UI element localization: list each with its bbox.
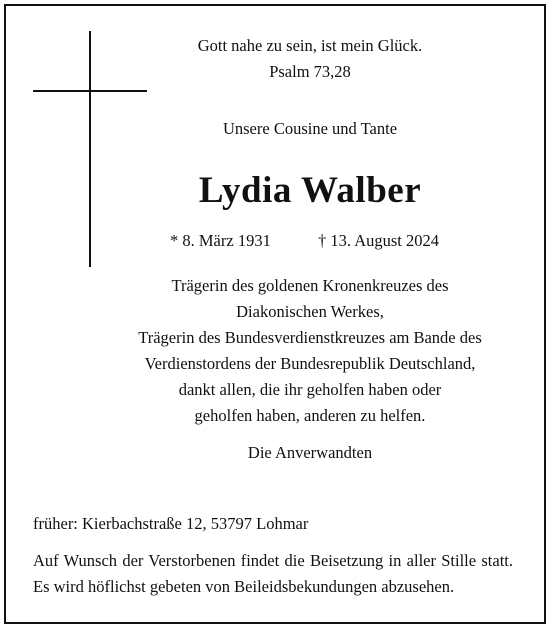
notice-line: Es wird höflichst gebeten von Beileidsbekundungen abzusehen. <box>33 577 455 596</box>
birth-date: * 8. März 1931 <box>170 231 271 250</box>
former-address: früher: Kierbachstraße 12, 53797 Lohmar <box>33 514 309 533</box>
honors-line: Verdienstordens der Bundesrepublik Deutschland, <box>144 354 476 373</box>
cross-horizontal-bar <box>33 90 147 92</box>
honors-line: Trägerin des Bundesverdienstkreuzes am Bande des <box>138 328 482 347</box>
deceased-name: Lydia Walber <box>198 170 422 211</box>
honors-line: Diakonischen Werkes, <box>236 302 384 321</box>
signature: Die Anverwandten <box>247 443 373 462</box>
honors-text <box>120 273 500 429</box>
funeral-notice <box>33 548 513 600</box>
honors-line: Trägerin des goldenen Kronenkreuzes des <box>171 276 449 295</box>
notice-line: Auf Wunsch der Verstorbenen findet die Beisetzung in aller Stille statt. <box>33 551 513 570</box>
psalm-quote: Gott nahe zu sein, ist mein Glück. <box>197 36 423 55</box>
honors-line: geholfen haben, anderen zu helfen. <box>194 406 426 425</box>
death-date: † 13. August 2024 <box>318 231 440 250</box>
relation-line: Unsere Cousine und Tante <box>222 119 398 138</box>
honors-line: dankt allen, die ihr geholfen haben oder <box>178 380 442 399</box>
psalm-reference: Psalm 73,28 <box>269 62 351 81</box>
cross-vertical-bar <box>89 31 91 267</box>
